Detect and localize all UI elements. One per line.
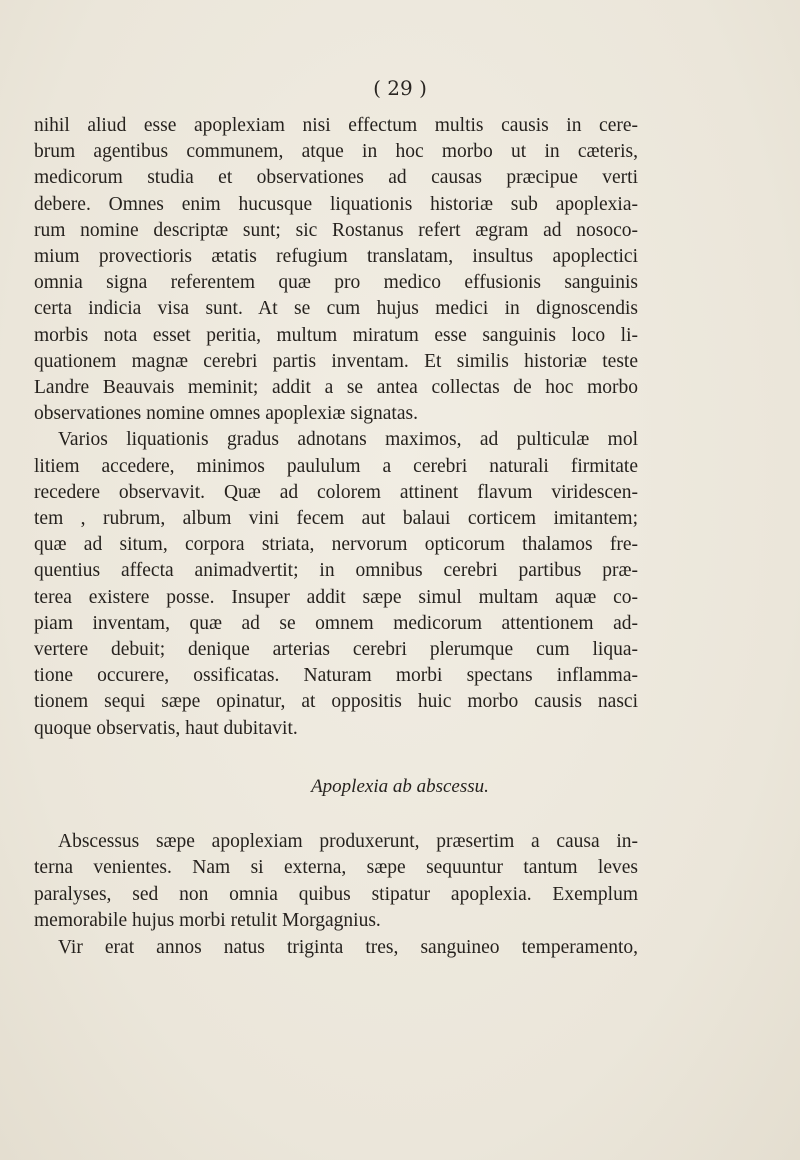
text-line: terea existere posse. Insuper addit sæpe simul multam aquæ co- [34, 586, 638, 608]
section-heading: Apoplexia ab abscessu. [311, 776, 489, 797]
text-line: tem , rubrum, album vini fecem aut balaui corticem imitantem; [34, 508, 638, 529]
text-line: omnia signa referentem quæ pro medico effusionis sanguinis [34, 272, 638, 294]
text-line: terna venientes. Nam si externa, sæpe sequuntur tantum leves [34, 857, 638, 879]
text-line: nihil aliud esse apoplexiam nisi effectum multis causis in cere- [34, 115, 638, 136]
text-line: morbis nota esset peritia, multum miratum esse sanguinis loco li- [34, 324, 638, 346]
text-line: tione occurere, ossificatas. Naturam morbi spectans inflamma- [34, 665, 638, 687]
text-line: quoque observatis, haut dubitavit. [34, 717, 298, 739]
text-line: Landre Beauvais meminit; addit a se antea collectas de hoc morbo [34, 377, 638, 398]
text-line: medicorum studia et observationes ad causas præcipue verti [34, 167, 638, 189]
text-line: memorabile hujus morbi retulit Morgagnius. [34, 910, 381, 932]
text-line: brum agentibus communem, atque in hoc morbo ut in cæteris, [34, 141, 638, 163]
text-line: vertere debuit; denique arterias cerebri plerumque cum liqua- [34, 639, 638, 660]
text-line: Vir erat annos natus triginta tres, sanguineo temperamento, [58, 936, 638, 958]
text-line: rum nomine descriptæ sunt; sic Rostanus refert ægram ad nosoco- [34, 219, 638, 241]
text-line: piam inventam, quæ ad se omnem medicorum attentionem ad- [34, 612, 638, 634]
text-line: quæ ad situm, corpora striata, nervorum opticorum thalamos fre- [34, 534, 638, 556]
text-line: observationes nomine omnes apoplexiæ signatas. [34, 403, 418, 425]
text-line: litiem accedere, minimos paululum a cerebri naturali firmitate [34, 455, 638, 477]
text-line: Abscessus sæpe apoplexiam produxerunt, præsertim a causa in- [58, 831, 638, 852]
text-line: tionem sequi sæpe opinatur, at oppositis huic morbo causis nasci [34, 691, 638, 713]
text-line: certa indicia visa sunt. At se cum hujus medici in dignoscendis [34, 298, 638, 320]
text-line: debere. Omnes enim hucusque liquationis historiæ sub apoplexia- [34, 193, 638, 215]
page-number: ( 29 ) [373, 76, 427, 100]
text-line: quationem magnæ cerebri partis inventam. Et similis historiæ teste [34, 350, 638, 372]
text-line: paralyses, sed non omnia quibus stipatur apoplexia. Exemplum [34, 883, 638, 905]
text-line: mium provectioris ætatis refugium translatam, insultus apoplectici [34, 246, 638, 267]
text-line: quentius affecta animadvertit; in omnibus cerebri partibus præ- [34, 560, 638, 582]
text-line: recedere observavit. Quæ ad colorem attinent flavum viridescen- [34, 481, 638, 503]
text-line: Varios liquationis gradus adnotans maximos, ad pulticulæ mol [58, 429, 638, 451]
